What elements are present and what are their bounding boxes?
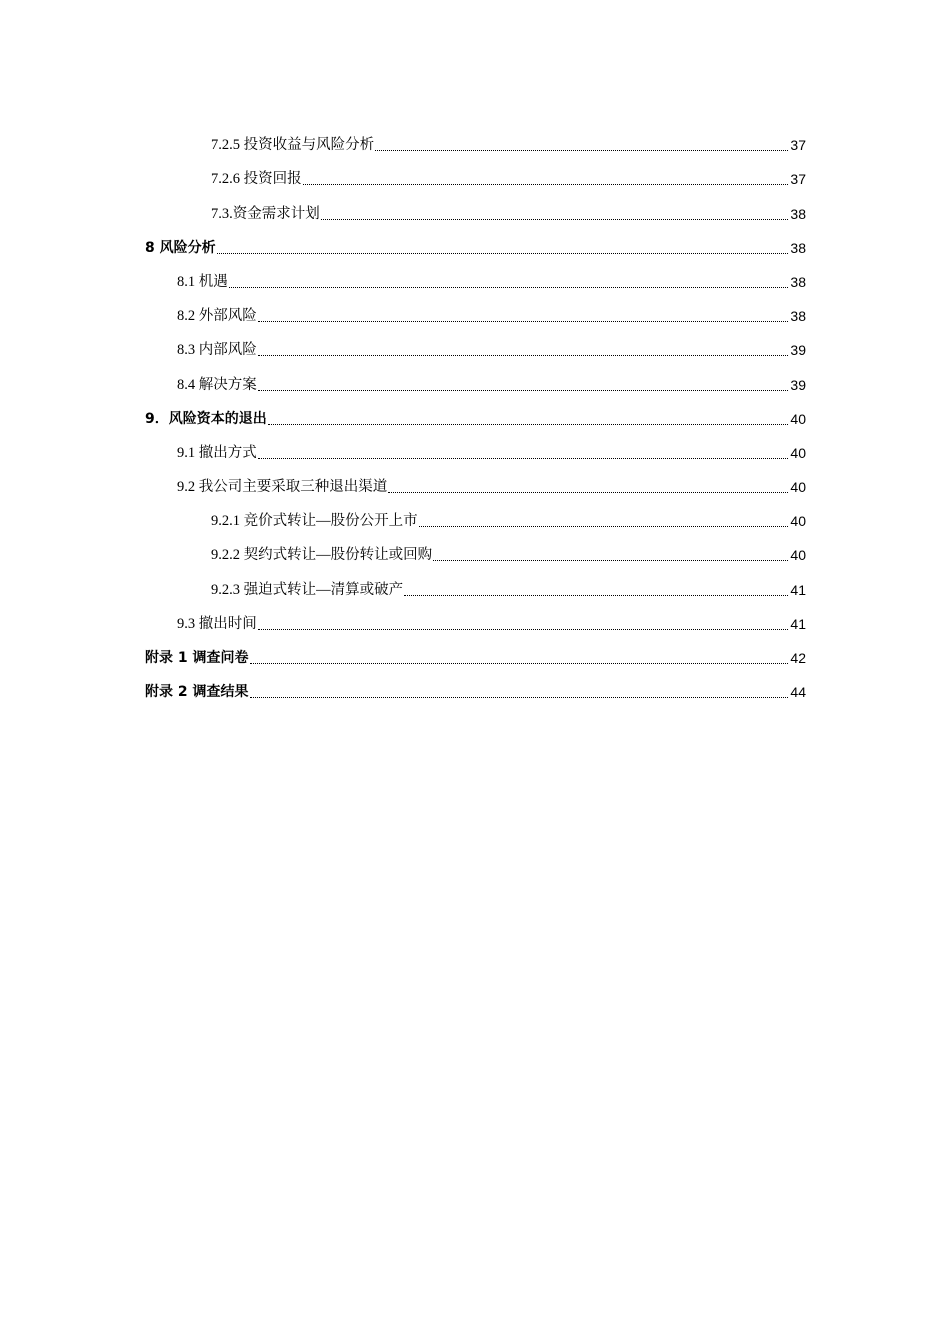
toc-page-number: 41 [790,581,806,598]
toc-entry[interactable] [145,569,806,603]
toc-page-number: 42 [790,650,806,666]
toc-entry-title: 9.2.3 强迫式转让—清算或破产 [211,581,404,598]
toc-entry-title: 7.3.资金需求计划 [211,205,320,222]
toc-entry[interactable] [145,672,806,706]
toc-page-number: 37 [790,137,806,154]
toc-page-number: 41 [790,615,806,632]
toc-dot-leader [419,525,789,527]
toc-entry[interactable] [145,159,806,193]
toc-entry-title: 9.3 撤出时间 [177,615,257,632]
toc-dot-leader [404,594,788,596]
toc-page-number: 37 [790,171,806,188]
toc-entry[interactable] [145,604,806,638]
toc-page-number: 39 [790,376,806,393]
toc-entry[interactable] [145,433,806,467]
toc-entry[interactable] [145,330,806,364]
toc-entry[interactable] [145,399,806,433]
toc-page-number: 38 [790,273,806,290]
toc-dot-leader [229,286,789,288]
toc-page-number: 38 [790,308,806,325]
toc-page-number: 44 [790,684,806,701]
toc-dot-leader [303,183,789,185]
toc-dot-leader [258,628,789,630]
toc-entry[interactable] [145,228,806,262]
toc-entry-title: 8 风险分析 [145,239,216,256]
toc-entry[interactable] [145,501,806,535]
toc-page-number: 40 [790,410,806,427]
toc-dot-leader [217,252,789,254]
toc-page-number: 40 [790,513,806,530]
toc-entry-title: 7.2.6 投资回报 [211,171,302,188]
toc-entry-title: 8.4 解决方案 [177,376,257,393]
toc-entry[interactable] [145,467,806,501]
toc-entry-title: 9.2.1 竞价式转让—股份公开上市 [211,513,418,530]
toc-dot-leader [250,662,789,664]
toc-entry[interactable] [145,125,806,159]
toc-dot-leader [258,457,789,459]
toc-entry-title: 9．风险资本的退出 [145,410,267,427]
toc-entry[interactable] [145,193,806,227]
toc-entry-title: 9.2.2 契约式转让—股份转让或回购 [211,547,433,564]
toc-entry-title: 附录 1 调查问卷 [145,650,249,666]
toc-entry[interactable] [145,638,806,672]
toc-dot-leader [375,149,788,151]
toc-page-number: 38 [790,205,806,222]
toc-entry-title: 附录 2 调查结果 [145,684,249,701]
toc-dot-leader [258,354,789,356]
toc-entry[interactable] [145,296,806,330]
toc-entry-title: 8.3 内部风险 [177,342,257,359]
toc-page-number: 39 [790,342,806,359]
toc-entry[interactable] [145,364,806,398]
toc-page-number: 40 [790,479,806,496]
toc-entry-title: 8.2 外部风险 [177,308,257,325]
toc-dot-leader [258,320,789,322]
table-of-contents [145,125,806,706]
toc-dot-leader [250,696,789,698]
toc-page-number: 40 [790,547,806,564]
toc-dot-leader [321,218,789,220]
toc-entry-title: 9.2 我公司主要采取三种退出渠道 [177,479,388,496]
toc-entry[interactable] [145,262,806,296]
toc-page-number: 40 [790,444,806,461]
toc-entry-title: 8.1 机遇 [177,273,228,290]
toc-entry-title: 9.1 撤出方式 [177,444,257,461]
toc-entry-title: 7.2.5 投资收益与风险分析 [211,137,375,154]
toc-dot-leader [433,559,788,561]
toc-entry[interactable] [145,535,806,569]
toc-page-number: 38 [790,239,806,256]
toc-dot-leader [388,491,788,493]
toc-dot-leader [258,389,789,391]
toc-dot-leader [268,423,789,425]
